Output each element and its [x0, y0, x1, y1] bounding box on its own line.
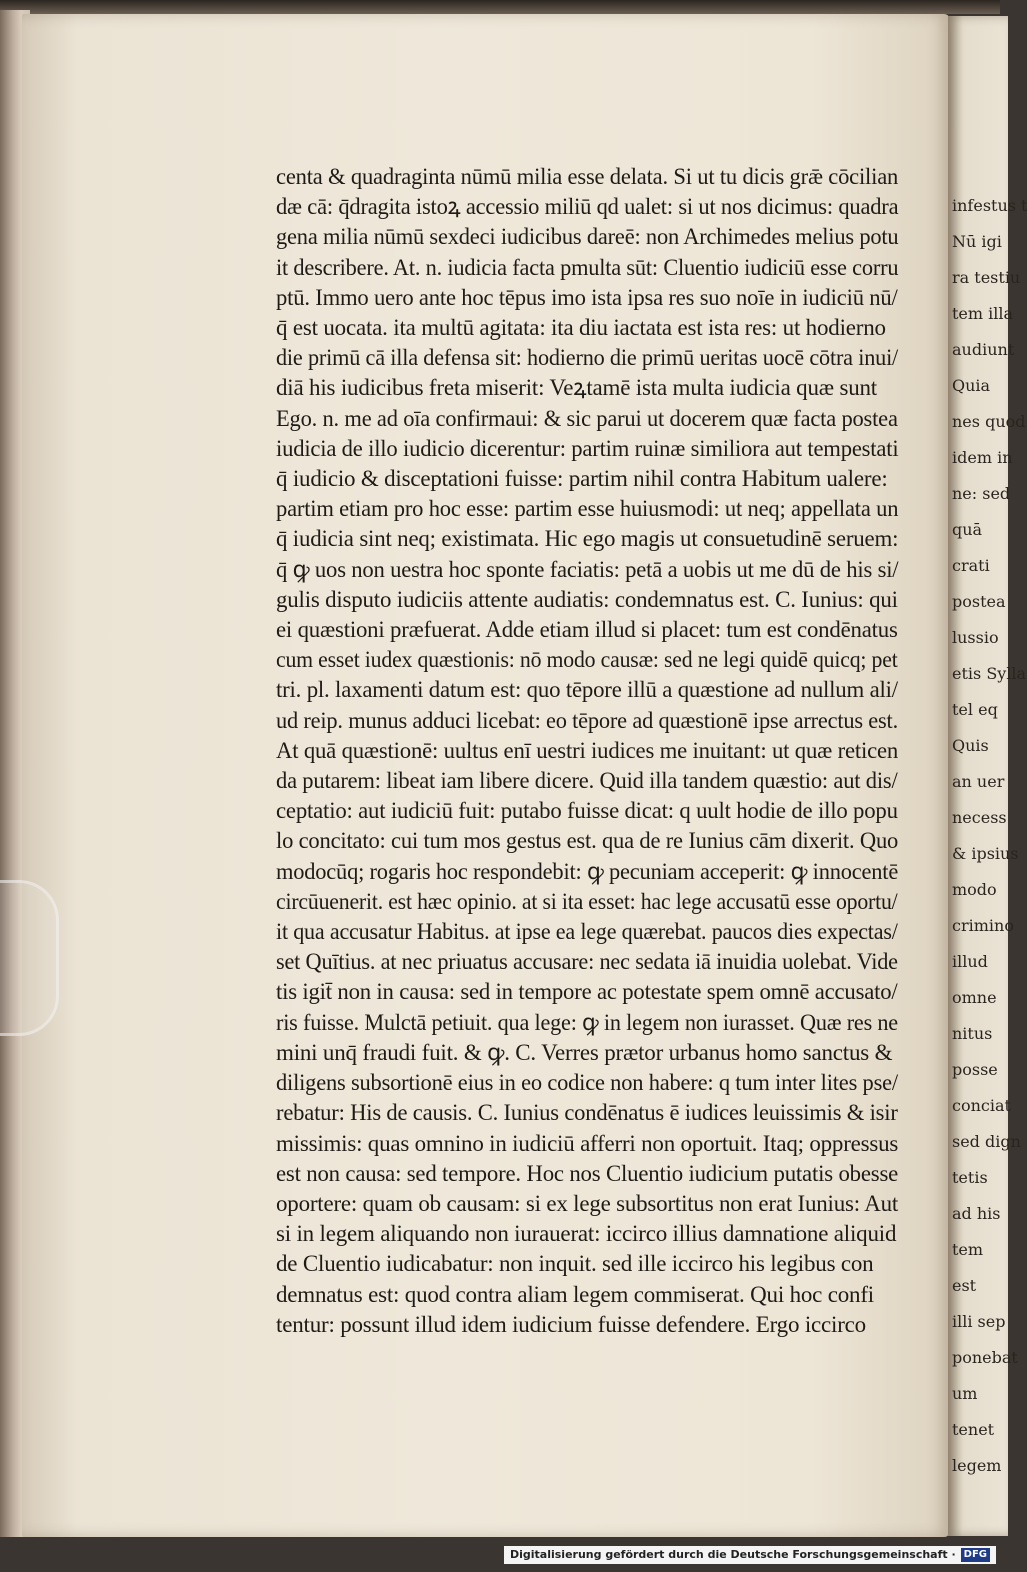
text-line: missimis: quas omnino in iudiciū afferri non oportuit. Itaq; oppressus [276, 1130, 899, 1156]
text-line: tis igit̄ non in causa: sed in tempore ac potestate spem omnē accusato/ [276, 979, 898, 1005]
text-line: q̄ iudicio & disceptationi fuisse: partim nihil contra Habitum ualere: [276, 466, 888, 492]
adjacent-page-fragment: crati [952, 556, 990, 575]
text-line: ceptatio: aut iudiciū fuit: putabo fuisse dicat: q uult hodie de illo popu [276, 798, 898, 824]
text-line: ei quæstioni præfuerat. Adde etiam illud si placet: tum est condēnatus [276, 617, 898, 643]
adjacent-page-fragment: illud [952, 952, 988, 971]
adjacent-page-fragment: infestus t [952, 196, 1027, 215]
text-line: set Quītius. at nec priuatus accusare: nec sedata iā inuidia uolebat. Vide [276, 949, 898, 975]
adjacent-page-fragment: Quis [952, 736, 989, 755]
text-line: q̄ est uocata. ita multū agitata: ita diu iactata est ista res: ut hodierno [276, 315, 886, 341]
text-line: ud reip. munus adduci licebat: eo tēpore ad quæstionē ipse arrectus est. [276, 707, 898, 733]
page-clip [0, 880, 59, 1036]
adjacent-page-fragment: an uer [952, 772, 1005, 791]
adjacent-page-fragment: legem [952, 1456, 1002, 1475]
adjacent-page-fragment: omne [952, 988, 997, 1007]
text-line: diligens subsortionē eius in eo codice non habere: q tum inter lites pse/ [276, 1070, 898, 1096]
adjacent-page-fragment: tel eq [952, 700, 998, 719]
dfg-logo: DFG [961, 1548, 990, 1562]
adjacent-page-fragment: tetis [952, 1168, 988, 1187]
adjacent-page-fragment: ponebat [952, 1348, 1018, 1367]
text-line: Ego. n. me ad oīa confirmaui: & sic parui ut docerem quæ facta postea [276, 405, 898, 431]
adjacent-page-fragment: ad his [952, 1204, 1001, 1223]
adjacent-page-fragment: audiunt [952, 340, 1015, 359]
adjacent-page-fragment: idem in [952, 448, 1013, 467]
adjacent-page-fragment: posse [952, 1060, 998, 1079]
text-line: mini unq̄ fraudi fuit. & ꝙ. C. Verres prætor urbanus homo sanctus & [276, 1039, 893, 1065]
adjacent-page-fragment: um [952, 1384, 978, 1403]
text-line: modocūq; rogaris hoc respondebit: ꝙ pecuniam acceperit: ꝙ innocentē [276, 858, 899, 884]
adjacent-page-fragment: nes quod [952, 412, 1026, 431]
text-line: q̄ ꝙ uos non uestra hoc sponte faciatis: petā a uobis ut me dū de his si/ [276, 556, 899, 582]
text-line: lo concitato: cui tum mos gestus est. qua de re Iunius cām dixerit. Quo [276, 828, 899, 854]
adjacent-page-fragment: tenet [952, 1420, 995, 1439]
adjacent-page-fragment: lussio [952, 628, 999, 647]
text-line: cum esset iudex quæstionis: nō modo causæ: sed ne legi quidē quicq; pet [276, 647, 898, 673]
text-line: dæ cā: q̄dragita istoꝝ accessio miliū qd ualet: si ut nos dicimus: quadra [276, 194, 899, 220]
adjacent-page-fragment: necess [952, 808, 1007, 827]
adjacent-page-fragment: est [952, 1276, 977, 1295]
adjacent-page-fragment: nitus [952, 1024, 993, 1043]
adjacent-page-fragment: postea [952, 592, 1006, 611]
adjacent-page-fragment: Nū igi [952, 232, 1002, 251]
text-line: centa & quadraginta nūmū milia esse delata. Si ut tu dicis grǣ cōcilian [276, 164, 899, 189]
text-line: da putarem: libeat iam libere dicere. Quid illa tandem quæstio: aut dis/ [276, 768, 898, 794]
footer-credit [504, 1546, 996, 1564]
text-line: q̄ iudicia sint neq; existimata. Hic ego magis ut consuetudinē seruem: [276, 526, 899, 552]
adjacent-page-fragment: ne: sed [952, 484, 1011, 503]
text-line: est non causa: sed tempore. Hoc nos Cluentio iudicium putatis obesse [276, 1160, 899, 1186]
text-line: circūuenerit. est hæc opinio. at si ita esset: hac lege accusatū esse oportu/ [276, 888, 898, 914]
adjacent-page-fragment: etis Sylla [952, 664, 1027, 683]
adjacent-page-fragment: quā [952, 520, 983, 539]
adjacent-page-fragment: & ipsius [952, 844, 1019, 863]
adjacent-page-fragment: crimino [952, 916, 1014, 935]
text-line: tentur: possunt illud idem iudicium fuisse defendere. Ergo iccirco [276, 1311, 866, 1337]
adjacent-page-fragment: illi sep [952, 1312, 1006, 1331]
adjacent-page-fragment: ra testiu [952, 268, 1021, 287]
text-line: it describere. At. n. iudicia facta pmulta sūt: Cluentio iudiciū esse corru [276, 254, 899, 280]
text-line: rebatur: His de causis. C. Iunius condēnatus ē iudices leuissimis & isir [276, 1100, 898, 1126]
adjacent-page-fragment: conciat [952, 1096, 1011, 1115]
text-line: de Cluentio iudicabatur: non inquit. sed ille iccirco his legibus con [276, 1251, 874, 1277]
text-line: tri. pl. laxamenti datum est: quo tēpore illū a quæstione ad nullum ali/ [276, 677, 898, 703]
text-line: demnatus est: quod contra aliam legem commiserat. Qui hoc confi [276, 1281, 875, 1307]
book-top-edge [0, 0, 1000, 14]
page-text-block [276, 162, 898, 1340]
text-line: it qua accusatur Habitus. at ipse ea lege quærebat. paucos dies expectas/ [276, 919, 898, 945]
text-line: oportere: quam ob causam: si ex lege subsortitus non erat Iunius: Aut [276, 1190, 899, 1216]
text-line: ptū. Immo uero ante hoc tēpus imo ista ipsa res suo noīe in iudiciū nū/ [276, 284, 898, 310]
adjacent-page-fragment: sed dign [952, 1132, 1021, 1151]
adjacent-page-fragment: tem [952, 1240, 984, 1259]
adjacent-page-fragment: tem illa [952, 304, 1014, 323]
adjacent-page-fragment: modo [952, 880, 997, 899]
right-page-fragment [948, 16, 1027, 1536]
text-line: gena milia nūmū sexdeci iudicibus dareē: non Archimedes melius potu [276, 224, 899, 250]
text-line: diā his iudicibus freta miserit: Veꝝtamē ista multa iudicia quæ sunt [276, 375, 877, 401]
text-line: At quā quæstionē: uultus enī uestri iudices me inuitant: ut quæ reticen [276, 737, 899, 763]
text-line: si in legem aliquando non iurauerat: iccirco illius damnatione aliquid [276, 1221, 897, 1247]
text-line: die primū cā illa defensa sit: hodierno die primū ueritas uocē cōtra inui/ [276, 345, 899, 371]
adjacent-page-fragment: Quia [952, 376, 991, 395]
text-line: partim etiam pro hoc esse: partim esse huiusmodi: ut neq; appellata un [276, 496, 899, 522]
footer-credit-text: Digitalisierung gefördert durch die Deutsche Forschungsgemeinschaft · [509, 1548, 956, 1561]
text-line: ris fuisse. Mulctā petiuit. qua lege: ꝙ in legem non iurasset. Quæ res ne [276, 1009, 898, 1035]
text-line: gulis disputo iudiciis attente audiatis: condemnatus est. C. Iunius: qui [276, 586, 898, 612]
text-line: iudicia de illo iudicio dicerentur: partim ruinæ similiora aut tempestati [276, 435, 899, 461]
